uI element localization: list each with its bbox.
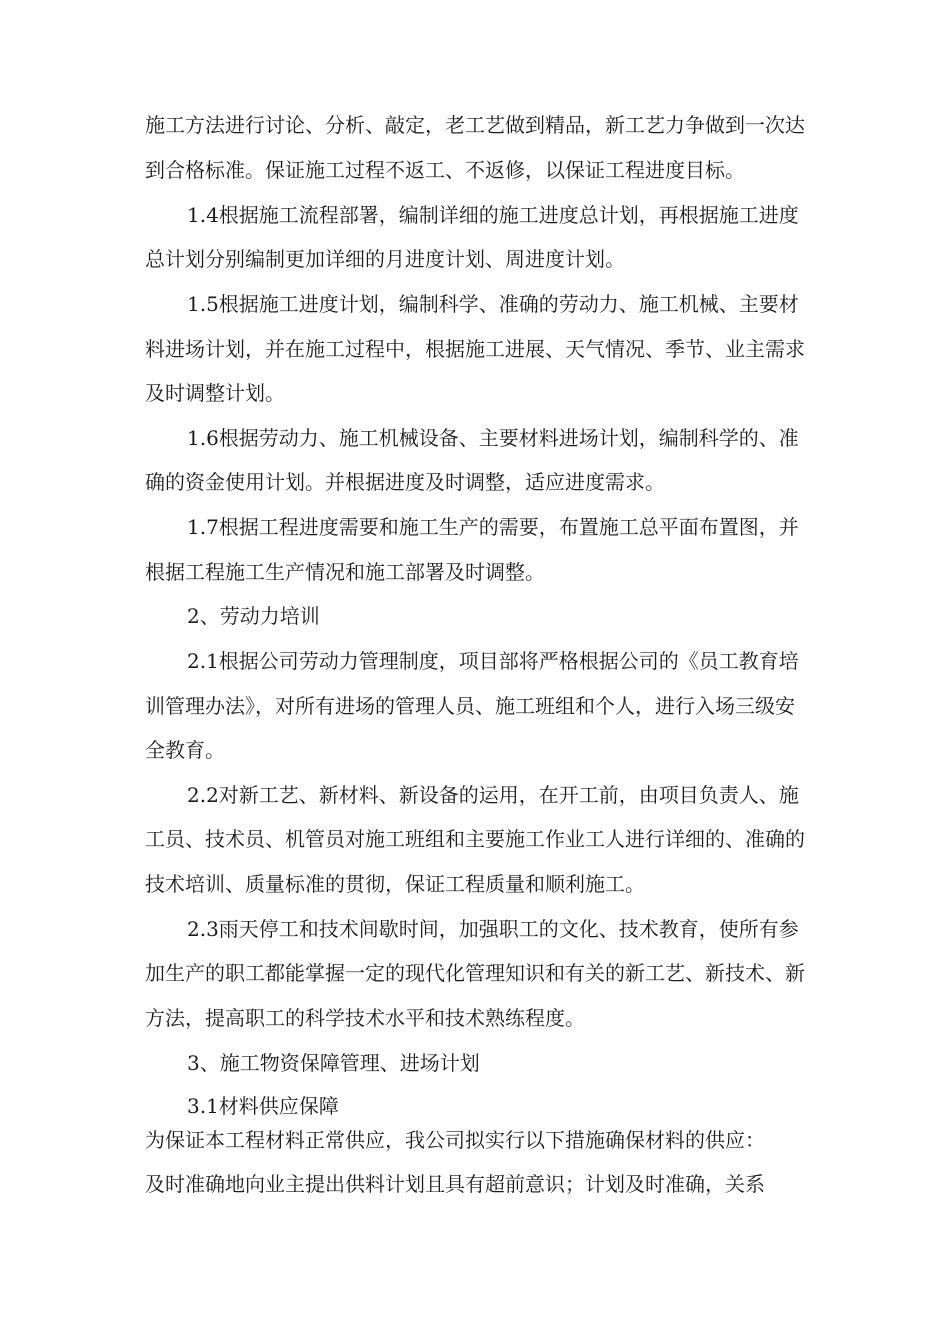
text-line: 料进场计划，并在施工过程中，根据施工进展、天气情况、季节、业主需求 — [145, 337, 805, 361]
section-1-5-line: 1.5根据施工进度计划，编制科学、准确的劳动力、施工机械、主要材 — [187, 292, 799, 316]
text-line: 到合格标准。保证施工过程不返工、不返修，以保证工程进度目标。 — [145, 158, 745, 182]
text-line: 施工方法进行讨论、分析、敲定，老工艺做到精品，新工艺力争做到一次达 — [145, 113, 805, 137]
section-1-4-line: 1.4根据施工流程部署，编制详细的施工进度总计划，再根据施工进度 — [187, 203, 799, 227]
text-line: 加生产的职工都能掌握一定的现代化管理知识和有关的新工艺、新技术、新 — [145, 961, 805, 985]
text-line: 全教育。 — [145, 738, 225, 762]
text-line: 技术培训、质量标准的贯彻，保证工程质量和顺利施工。 — [145, 872, 645, 896]
text-line: 训管理办法》，对所有进场的管理人员、施工班组和个人，进行入场三级安 — [145, 694, 795, 718]
heading-2: 2、劳动力培训 — [187, 604, 320, 628]
text-line: 及时调整计划。 — [145, 381, 285, 405]
text-line: 方法，提高职工的科学技术水平和技术熟练程度。 — [145, 1006, 585, 1030]
heading-3: 3、施工物资保障管理、进场计划 — [187, 1051, 480, 1075]
section-1-6-line: 1.6根据劳动力、施工机械设备、主要材料进场计划，编制科学的、准 — [187, 426, 799, 450]
section-2-2-line: 2.2对新工艺、新材料、新设备的运用，在开工前，由项目负责人、施 — [187, 783, 799, 807]
heading-3-1: 3.1材料供应保障 — [187, 1094, 339, 1118]
section-2-1-line: 2.1根据公司劳动力管理制度，项目部将严格根据公司的《员工教育培 — [187, 649, 799, 673]
text-line: 为保证本工程材料正常供应，我公司拟实行以下措施确保材料的供应： — [145, 1128, 765, 1152]
text-line: 确的资金使用计划。并根据进度及时调整，适应进度需求。 — [145, 470, 665, 494]
section-2-3-line: 2.3雨天停工和技术间歇时间，加强职工的文化、技术教育，使所有参 — [187, 917, 799, 941]
text-line: 根据工程施工生产情况和施工部署及时调整。 — [145, 560, 545, 584]
text-line: 工员、技术员、机管员对施工班组和主要施工作业工人进行详细的、准确的 — [145, 827, 805, 851]
text-line: 总计划分别编制更加详细的月进度计划、周进度计划。 — [145, 247, 625, 271]
text-line: 及时准确地向业主提出供料计划且具有超前意识；计划及时准确，关系 — [145, 1172, 765, 1196]
section-1-7-line: 1.7根据工程进度需要和施工生产的需要，布置施工总平面布置图，并 — [187, 515, 799, 539]
